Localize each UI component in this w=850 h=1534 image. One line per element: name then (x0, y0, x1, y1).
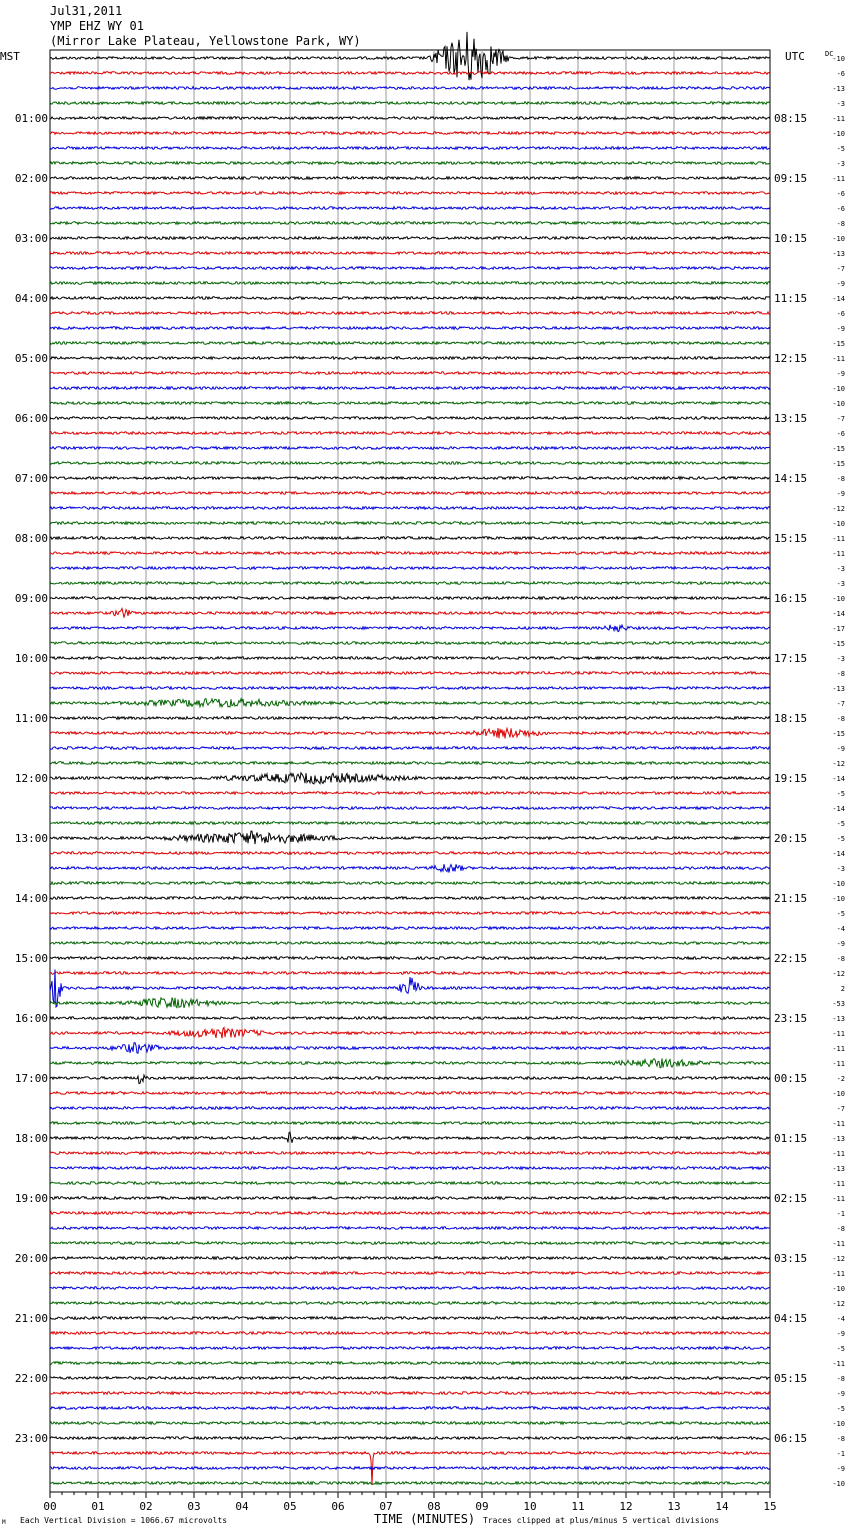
seismic-trace (50, 372, 770, 375)
dc-offset-label: -14 (832, 610, 845, 618)
dc-offset-label: -9 (836, 745, 845, 753)
seismic-trace (50, 1467, 770, 1470)
seismic-trace (50, 1197, 770, 1200)
dc-offset-label: -11 (832, 1150, 845, 1158)
right-hour-label: 22:15 (774, 952, 808, 965)
left-hour-label: 06:00 (14, 412, 48, 425)
dc-offset-label: -5 (836, 835, 845, 843)
seismic-trace (50, 1347, 770, 1350)
x-tick-label: 12 (619, 1500, 633, 1513)
dc-offset-label: -3 (836, 865, 845, 873)
seismic-trace (50, 699, 770, 707)
seismic-trace (50, 882, 770, 885)
seismic-trace (50, 657, 770, 660)
seismic-trace (50, 447, 770, 450)
dc-offset-label: -3 (836, 160, 845, 168)
dc-offset-label: -11 (832, 1270, 845, 1278)
seismic-trace (50, 1317, 770, 1320)
right-hour-label: 06:15 (774, 1432, 808, 1445)
x-tick-label: 01 (91, 1500, 105, 1513)
seismic-trace (50, 417, 770, 420)
left-hour-label: 11:00 (14, 712, 48, 725)
seismic-trace (50, 252, 770, 255)
dc-offset-label: -7 (836, 700, 845, 708)
seismic-trace (50, 970, 770, 1008)
dc-offset-label: -11 (832, 1045, 845, 1053)
x-tick-label: 03 (187, 1500, 201, 1513)
right-hour-label: 03:15 (774, 1252, 808, 1265)
seismic-trace (50, 1043, 770, 1054)
left-hour-label: 13:00 (14, 832, 48, 845)
seismic-trace (50, 1028, 770, 1039)
x-tick-label: 08 (427, 1500, 441, 1513)
left-hour-label: 03:00 (14, 232, 48, 245)
dc-offset-label: -1 (836, 1450, 845, 1458)
left-hour-label: 14:00 (14, 892, 48, 905)
left-hour-label: 04:00 (14, 292, 48, 305)
seismic-trace (50, 237, 770, 240)
dc-offset-label: -9 (836, 325, 845, 333)
corner-mark: M (2, 1519, 6, 1526)
seismic-trace (50, 1122, 770, 1125)
seismic-trace (50, 132, 770, 135)
dc-offset-label: -9 (836, 490, 845, 498)
dc-offset-label: -11 (832, 1240, 845, 1248)
seismic-trace (50, 72, 770, 75)
dc-offset-label: -7 (836, 265, 845, 273)
dc-offset-label: -12 (832, 505, 845, 513)
left-hour-label: 16:00 (14, 1012, 48, 1025)
dc-offset-label: -9 (836, 280, 845, 288)
right-hour-label: 11:15 (774, 292, 808, 305)
seismic-trace (50, 831, 770, 844)
right-hour-label: 13:15 (774, 412, 808, 425)
x-tick-label: 02 (139, 1500, 153, 1513)
dc-offset-label: -10 (832, 520, 845, 528)
seismic-trace (50, 1242, 770, 1245)
left-hour-label: 09:00 (14, 592, 48, 605)
dc-offset-label: -10 (832, 55, 845, 63)
dc-offset-label: -11 (832, 1030, 845, 1038)
dc-offset-label: -3 (836, 565, 845, 573)
dc-offset-label: -12 (832, 1255, 845, 1263)
right-hour-label: 23:15 (774, 1012, 808, 1025)
seismic-trace (50, 1058, 770, 1067)
left-hour-label: 17:00 (14, 1072, 48, 1085)
left-hour-label: 02:00 (14, 172, 48, 185)
left-hour-label: 01:00 (14, 112, 48, 125)
seismic-trace (50, 762, 770, 765)
dc-offset-label: -8 (836, 475, 845, 483)
seismic-trace (50, 477, 770, 480)
dc-offset-label: -10 (832, 595, 845, 603)
right-hour-label: 19:15 (774, 772, 808, 785)
seismic-trace (50, 432, 770, 435)
dc-offset-label: -9 (836, 370, 845, 378)
x-tick-label: 14 (715, 1500, 729, 1513)
dc-offset-label: -53 (832, 1000, 845, 1008)
dc-offset-label: -6 (836, 70, 845, 78)
dc-offset-label: -8 (836, 1375, 845, 1383)
dc-offset-label: -9 (836, 1390, 845, 1398)
clip-note: Traces clipped at plus/minus 5 vertical divisions (483, 1516, 720, 1525)
x-tick-label: 10 (523, 1500, 537, 1513)
seismic-trace (50, 957, 770, 960)
seismic-trace (50, 807, 770, 810)
right-hour-label: 18:15 (774, 712, 808, 725)
x-tick-label: 04 (235, 1500, 249, 1513)
location-label: (Mirror Lake Plateau, Yellowstone Park, WY) (50, 34, 361, 48)
dc-offset-label: -14 (832, 805, 845, 813)
dc-label: DC (825, 50, 834, 58)
dc-offset-label: -10 (832, 880, 845, 888)
dc-offset-label: -3 (836, 655, 845, 663)
dc-offset-label: -13 (832, 685, 845, 693)
seismic-trace (50, 162, 770, 165)
dc-offset-label: -15 (832, 460, 845, 468)
dc-offset-label: -5 (836, 145, 845, 153)
seismic-trace (50, 1302, 770, 1305)
seismic-trace (50, 297, 770, 300)
right-hour-label: 02:15 (774, 1192, 808, 1205)
seismic-trace (50, 192, 770, 195)
seismic-trace (50, 207, 770, 210)
dc-offset-label: -11 (832, 355, 845, 363)
seismic-trace (50, 1257, 770, 1260)
dc-offset-label: -11 (832, 1120, 845, 1128)
seismic-trace (50, 507, 770, 510)
seismic-trace (50, 147, 770, 150)
seismic-trace (50, 1182, 770, 1185)
dc-offset-label: -10 (832, 235, 845, 243)
x-tick-label: 07 (379, 1500, 393, 1513)
right-hour-label: 04:15 (774, 1312, 808, 1325)
seismic-trace (50, 177, 770, 180)
seismic-trace (50, 492, 770, 495)
dc-offset-label: -12 (832, 760, 845, 768)
seismic-trace (50, 1392, 770, 1395)
left-hour-label: 10:00 (14, 652, 48, 665)
right-hour-label: 10:15 (774, 232, 808, 245)
x-tick-label: 15 (763, 1500, 777, 1513)
x-tick-label: 11 (571, 1500, 585, 1513)
seismic-trace (50, 625, 770, 632)
right-hour-label: 05:15 (774, 1372, 808, 1385)
dc-offset-label: -13 (832, 250, 845, 258)
seismic-trace (50, 1407, 770, 1410)
dc-offset-label: -8 (836, 1435, 845, 1443)
seismic-trace (50, 687, 770, 690)
dc-offset-label: -11 (832, 1060, 845, 1068)
dc-offset-label: -13 (832, 85, 845, 93)
dc-offset-label: -15 (832, 730, 845, 738)
seismic-trace (50, 357, 770, 360)
right-hour-label: 01:15 (774, 1132, 808, 1145)
dc-offset-label: -4 (836, 1315, 845, 1323)
dc-offset-label: -15 (832, 640, 845, 648)
dc-offset-label: -10 (832, 400, 845, 408)
dc-offset-label: -9 (836, 1330, 845, 1338)
seismic-trace (50, 1017, 770, 1020)
dc-offset-label: -11 (832, 1180, 845, 1188)
dc-offset-label: -11 (832, 535, 845, 543)
dc-offset-label: -5 (836, 790, 845, 798)
dc-offset-label: -10 (832, 1090, 845, 1098)
seismic-trace (50, 728, 770, 738)
x-tick-label: 05 (283, 1500, 297, 1513)
dc-offset-label: 2 (840, 985, 845, 993)
seismic-trace (50, 864, 770, 872)
seismic-trace (50, 773, 770, 784)
left-hour-label: 21:00 (14, 1312, 48, 1325)
right-timezone-label: UTC (785, 50, 805, 63)
seismic-trace (50, 972, 770, 975)
dc-offset-label: -10 (832, 1420, 845, 1428)
dc-offset-label: -8 (836, 715, 845, 723)
seismic-trace (50, 1437, 770, 1440)
dc-offset-label: -11 (832, 550, 845, 558)
dc-offset-label: -3 (836, 580, 845, 588)
x-tick-label: 00 (43, 1500, 57, 1513)
seismic-trace (50, 552, 770, 555)
left-hour-label: 05:00 (14, 352, 48, 365)
seismic-trace (50, 522, 770, 525)
dc-offset-label: -5 (836, 910, 845, 918)
seismic-trace (50, 717, 770, 720)
x-tick-label: 06 (331, 1500, 345, 1513)
seismic-trace (50, 1075, 770, 1084)
seismic-trace (50, 897, 770, 900)
dc-offset-label: -10 (832, 1480, 845, 1488)
seismic-trace (50, 1092, 770, 1095)
seismic-trace (50, 1272, 770, 1275)
dc-offset-label: -11 (832, 115, 845, 123)
dc-offset-label: -12 (832, 970, 845, 978)
dc-offset-label: -11 (832, 175, 845, 183)
seismic-trace (50, 387, 770, 390)
left-hour-label: 18:00 (14, 1132, 48, 1145)
seismic-trace (50, 747, 770, 750)
seismic-trace (50, 1362, 770, 1365)
seismic-trace (50, 312, 770, 315)
station-label: YMP EHZ WY 01 (50, 19, 144, 33)
dc-offset-label: -9 (836, 1465, 845, 1473)
dc-offset-label: -8 (836, 1225, 845, 1233)
left-hour-label: 15:00 (14, 952, 48, 965)
dc-offset-label: -6 (836, 190, 845, 198)
seismic-trace (50, 342, 770, 345)
seismic-trace (50, 402, 770, 405)
seismic-trace (50, 1152, 770, 1155)
seismic-trace (50, 222, 770, 225)
dc-offset-label: -13 (832, 1015, 845, 1023)
dc-offset-label: -11 (832, 1195, 845, 1203)
seismic-trace (50, 1422, 770, 1425)
dc-offset-label: -8 (836, 670, 845, 678)
dc-offset-label: -10 (832, 895, 845, 903)
dc-offset-label: -6 (836, 310, 845, 318)
right-hour-label: 00:15 (774, 1072, 808, 1085)
dc-offset-label: -7 (836, 1105, 845, 1113)
seismic-trace (50, 852, 770, 855)
left-hour-label: 12:00 (14, 772, 48, 785)
x-axis-label: TIME (MINUTES) (374, 1512, 476, 1526)
dc-offset-label: -7 (836, 415, 845, 423)
left-hour-label: 23:00 (14, 1432, 48, 1445)
seismic-trace (50, 1132, 770, 1143)
dc-offset-label: -15 (832, 445, 845, 453)
left-hour-label: 07:00 (14, 472, 48, 485)
seismic-trace (50, 327, 770, 330)
seismic-trace (50, 282, 770, 285)
dc-offset-label: -13 (832, 1165, 845, 1173)
dc-offset-label: -10 (832, 385, 845, 393)
dc-offset-label: -17 (832, 625, 845, 633)
seismic-trace (50, 998, 770, 1008)
dc-offset-label: -5 (836, 1345, 845, 1353)
dc-offset-label: -14 (832, 850, 845, 858)
left-hour-label: 20:00 (14, 1252, 48, 1265)
seismic-trace (50, 672, 770, 675)
seismic-trace (50, 912, 770, 915)
seismic-trace (50, 87, 770, 90)
dc-offset-label: -10 (832, 1285, 845, 1293)
left-hour-label: 19:00 (14, 1192, 48, 1205)
dc-offset-label: -14 (832, 775, 845, 783)
seismic-trace (50, 537, 770, 540)
seismic-trace (50, 582, 770, 585)
x-tick-label: 13 (667, 1500, 681, 1513)
dc-offset-label: -15 (832, 340, 845, 348)
left-hour-label: 22:00 (14, 1372, 48, 1385)
seismic-trace (50, 792, 770, 795)
dc-offset-label: -3 (836, 100, 845, 108)
seismic-trace (50, 1227, 770, 1230)
dc-offset-label: -8 (836, 955, 845, 963)
right-hour-label: 15:15 (774, 532, 808, 545)
right-hour-label: 14:15 (774, 472, 808, 485)
seismic-trace (50, 1482, 770, 1485)
right-hour-label: 12:15 (774, 352, 808, 365)
dc-offset-label: -14 (832, 295, 845, 303)
date-label: Jul31,2011 (50, 4, 123, 18)
seismic-trace (50, 597, 770, 600)
seismic-trace (50, 942, 770, 945)
seismic-trace (50, 1167, 770, 1170)
dc-offset-label: -12 (832, 1300, 845, 1308)
right-hour-label: 09:15 (774, 172, 808, 185)
seismic-trace (50, 1287, 770, 1290)
dc-offset-label: -13 (832, 1135, 845, 1143)
left-hour-label: 08:00 (14, 532, 48, 545)
dc-offset-label: -11 (832, 1360, 845, 1368)
dc-offset-label: -8 (836, 220, 845, 228)
seismic-trace (50, 267, 770, 270)
seismic-trace (50, 609, 770, 618)
right-hour-label: 21:15 (774, 892, 808, 905)
dc-offset-label: -4 (836, 925, 845, 933)
seismic-trace (50, 117, 770, 120)
dc-offset-label: -10 (832, 130, 845, 138)
x-tick-label: 09 (475, 1500, 489, 1513)
seismic-trace (50, 822, 770, 825)
dc-offset-label: -9 (836, 940, 845, 948)
scale-note: Each Vertical Division = 1066.67 microvolts (20, 1516, 228, 1525)
right-hour-label: 20:15 (774, 832, 808, 845)
right-hour-label: 16:15 (774, 592, 808, 605)
seismic-trace (50, 642, 770, 645)
seismic-trace (50, 1212, 770, 1215)
right-hour-label: 08:15 (774, 112, 808, 125)
seismic-trace (50, 1332, 770, 1335)
plot-frame (50, 50, 770, 1492)
dc-offset-label: -5 (836, 820, 845, 828)
seismic-trace (50, 567, 770, 570)
right-hour-label: 17:15 (774, 652, 808, 665)
seismic-trace (50, 1377, 770, 1380)
seismic-trace (50, 927, 770, 930)
dc-offset-label: -1 (836, 1210, 845, 1218)
dc-offset-label: -2 (836, 1075, 845, 1083)
seismic-trace (50, 102, 770, 105)
seismic-trace (50, 1107, 770, 1110)
left-timezone-label: MST (0, 50, 20, 63)
seismic-trace (50, 462, 770, 465)
dc-offset-label: -6 (836, 205, 845, 213)
dc-offset-label: -6 (836, 430, 845, 438)
dc-offset-label: -5 (836, 1405, 845, 1413)
